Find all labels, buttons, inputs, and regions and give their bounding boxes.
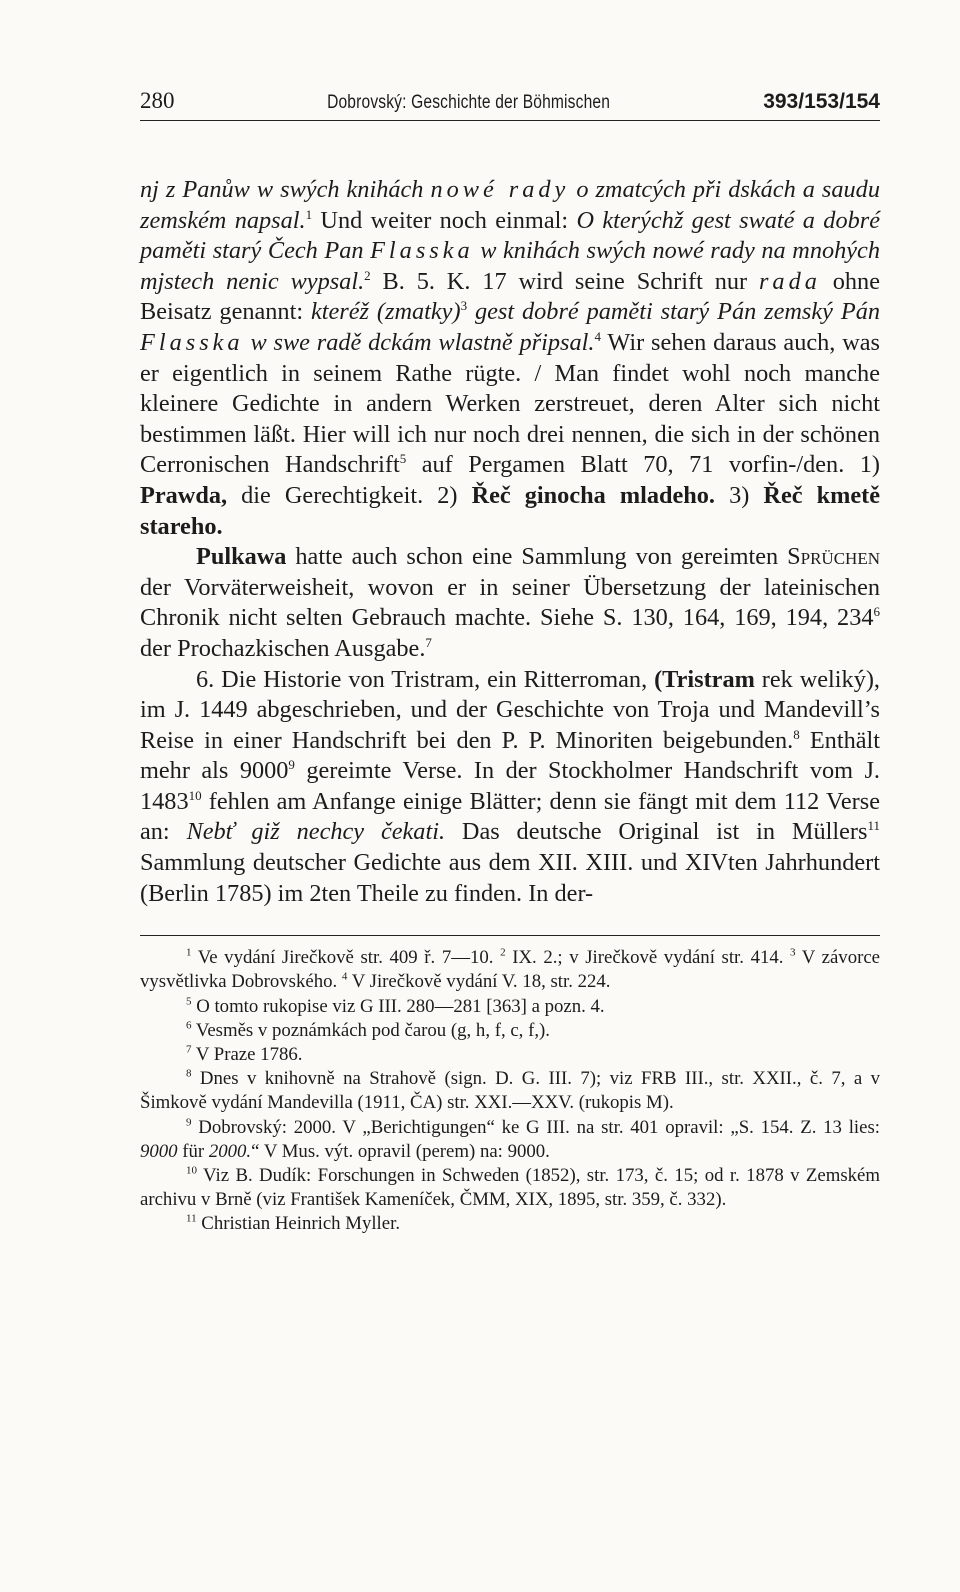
text-run: Enthält mehr als 9000 bbox=[140, 726, 881, 785]
text-run: V závorce vysvětlivka Dobrovského. bbox=[140, 947, 881, 993]
text-run: ohne Beisatz genannt: bbox=[140, 267, 880, 326]
text-run: O tomto rukopise viz G III. 280—281 [363] a pozn. 4. bbox=[191, 995, 605, 1017]
footnote-ref: 3 bbox=[790, 946, 796, 959]
footnote bbox=[140, 1116, 880, 1164]
footnote-ref: 6 bbox=[873, 604, 880, 620]
text-run: Das deutsche Original ist in Müllers bbox=[445, 818, 868, 846]
footnote-ref: 4 bbox=[594, 328, 601, 344]
footnote bbox=[140, 1164, 880, 1212]
paragraph bbox=[140, 542, 880, 664]
text-run: 6. Die Historie von Tristram, ein Ritterroman, bbox=[196, 665, 655, 693]
bold-text: (Tristram bbox=[654, 665, 755, 693]
italic-text: nj z Panůw w swých knihách bbox=[140, 176, 431, 203]
footnote-ref: 2 bbox=[500, 946, 506, 959]
bold-text: Pulkawa bbox=[196, 543, 287, 571]
footnote-ref: 1 bbox=[186, 946, 192, 959]
footnote bbox=[140, 995, 880, 1019]
text-run: die Gerechtigkeit. 2) bbox=[227, 481, 472, 509]
spaced-text: rada bbox=[758, 267, 821, 295]
text-run: Ve vydání Jirečkově str. 409 ř. 7—10. bbox=[191, 947, 501, 969]
bold-text: Řeč ginocha mladeho. bbox=[471, 481, 716, 509]
text-run: rek weliký), im J. 1449 abgeschrieben, und der Geschichte von Troja und Mandevill’s Reise in einer Handschrift bei den P. P. Minoriten beigebunden. bbox=[140, 665, 881, 754]
text-run: hatte auch schon eine Sammlung von gereimten bbox=[286, 543, 788, 571]
footnote-ref: 11 bbox=[867, 818, 880, 834]
book-page bbox=[140, 88, 880, 1237]
italic-text: O kterýchž gest swaté a dobré paměti starý Čech Pan bbox=[140, 206, 880, 265]
footnote-ref: 3 bbox=[460, 298, 468, 314]
footnote-ref: 11 bbox=[186, 1213, 197, 1226]
footnote bbox=[140, 1212, 880, 1236]
footnote bbox=[140, 1067, 880, 1115]
text-run: Vesměs v poznámkách pod čarou (g, h, f, c, f,). bbox=[191, 1019, 550, 1041]
paragraph bbox=[140, 175, 880, 542]
text-run: Viz B. Dudík: Forschungen in Schweden (1852), str. 173, č. 15; od r. 1878 v Zemském archivu v Brně (viz František Kameníček, ČMM, XIX, 1895, str. 359, č. 332). bbox=[140, 1165, 880, 1211]
text-run: der Prochazkischen Ausgabe. bbox=[140, 634, 426, 662]
footnote-ref: 8 bbox=[793, 726, 800, 742]
page-codes: 393/153/154 bbox=[763, 90, 880, 113]
running-title: Dobrovský: Geschichte der Böhmischen bbox=[327, 92, 611, 113]
italic-text: 2000. bbox=[208, 1140, 252, 1162]
spaced-text: nowé rady bbox=[430, 176, 570, 203]
footnote-ref: 2 bbox=[364, 267, 371, 283]
text-run: Wir sehen daraus auch, was er eigentlich in seinem Rathe rügte. / Man findet wohl noch manche kleinere Gedichte in andern Werken zerstreuet, deren Alter sich nicht bestimmen läßt. Hier will ich nur noch drei nennen, die sich in der schönen Cerronischen Handschrift bbox=[140, 328, 881, 479]
text-run: auf Pergamen Blatt 70, 71 vorfin-/den. 1) bbox=[406, 451, 881, 479]
text-run: 3) bbox=[715, 481, 764, 509]
footnote bbox=[140, 1043, 880, 1067]
text-run: Dobrovský: 2000. V „Berichtigungen“ ke G III. na str. 401 opravil: „S. 154. Z. 13 lies: bbox=[191, 1116, 880, 1138]
footnote-divider bbox=[140, 935, 880, 936]
bold-text: Prawda, bbox=[140, 481, 228, 509]
footnote-ref: 10 bbox=[186, 1164, 197, 1177]
text-run: V Jirečkově vydání V. 18, str. 224. bbox=[347, 971, 611, 993]
footnote-ref: 7 bbox=[425, 634, 432, 650]
italic-text: w knihách swých nowé rady na mnohých mjstech nenic wypsal. bbox=[140, 237, 880, 295]
text-run: “ V Mus. výt. opravil (perem) na: 9000. bbox=[251, 1140, 550, 1162]
footnote-ref: 8 bbox=[186, 1068, 192, 1080]
text-run: gereimte Verse. In der Stockholmer Handschrift vom J. 1483 bbox=[140, 757, 881, 815]
text-run: der Vorväterweisheit, wovon er in seiner Übersetzung der lateinischen Chronik nicht selten Gebrauch machte. Siehe S. 130, 164, 169, 194, 234 bbox=[140, 573, 880, 632]
italic-text: w swe radě dckám wlastně připsal. bbox=[243, 328, 595, 356]
footnote-ref: 7 bbox=[186, 1043, 192, 1056]
footnote-ref: 9 bbox=[288, 757, 295, 773]
page-number: 280 bbox=[140, 88, 175, 113]
spaced-text: Flasska bbox=[140, 328, 244, 356]
small-caps-text: Sprüchen bbox=[787, 543, 880, 571]
footnote bbox=[140, 1019, 880, 1043]
footnote-ref: 10 bbox=[188, 787, 202, 803]
footnote-ref: 4 bbox=[341, 971, 348, 984]
italic-text: kteréž (zmatky) bbox=[310, 298, 461, 326]
footnote-ref: 1 bbox=[305, 206, 313, 222]
footnotes bbox=[140, 946, 880, 1236]
text-run: Christian Heinrich Myller. bbox=[196, 1213, 401, 1235]
text-run: B. 5. K. 17 wird seine Schrift nur bbox=[370, 267, 759, 295]
footnote bbox=[140, 946, 880, 994]
main-text bbox=[140, 175, 880, 909]
footnote-ref: 6 bbox=[186, 1019, 192, 1032]
text-run: fehlen am Anfange einige Blätter; denn sie fängt mit dem 112 Verse an: bbox=[140, 787, 880, 846]
footnote-ref: 5 bbox=[186, 995, 192, 1008]
paragraph bbox=[140, 665, 880, 910]
text-run: V Praze 1786. bbox=[191, 1044, 303, 1066]
page-header bbox=[140, 88, 880, 121]
footnote-ref: 5 bbox=[399, 451, 407, 467]
italic-text: Nebť giž nechcy čekati. bbox=[186, 818, 446, 846]
text-run: Dnes v knihovně na Strahově (sign. D. G. III. 7); viz FRB III., str. XXII., č. 7, a v Šimkově vydání Mandevilla (1911, ČA) str. XXI.—XXV. (rukopis M). bbox=[140, 1068, 880, 1114]
text-run: Sammlung deutscher Gedichte aus dem XII. XIII. und XIVten Jahrhundert (Berlin 1785) im 2ten Theile zu finden. In der- bbox=[140, 849, 880, 907]
text-run: für bbox=[177, 1140, 209, 1162]
italic-text: o zmatcých při dskách a saudu zemském napsal. bbox=[140, 176, 880, 234]
italic-text: gest dobré paměti starý Pán zemský Pán bbox=[467, 298, 880, 326]
bold-text: Řeč kmetě stareho. bbox=[140, 481, 881, 540]
italic-text: 9000 bbox=[140, 1140, 178, 1162]
text-run: IX. 2.; v Jirečkově vydání str. 414. bbox=[505, 947, 791, 969]
footnote-ref: 9 bbox=[186, 1116, 192, 1129]
text-run: Und weiter noch einmal: bbox=[312, 206, 577, 234]
spaced-text: Flasska bbox=[370, 237, 474, 265]
